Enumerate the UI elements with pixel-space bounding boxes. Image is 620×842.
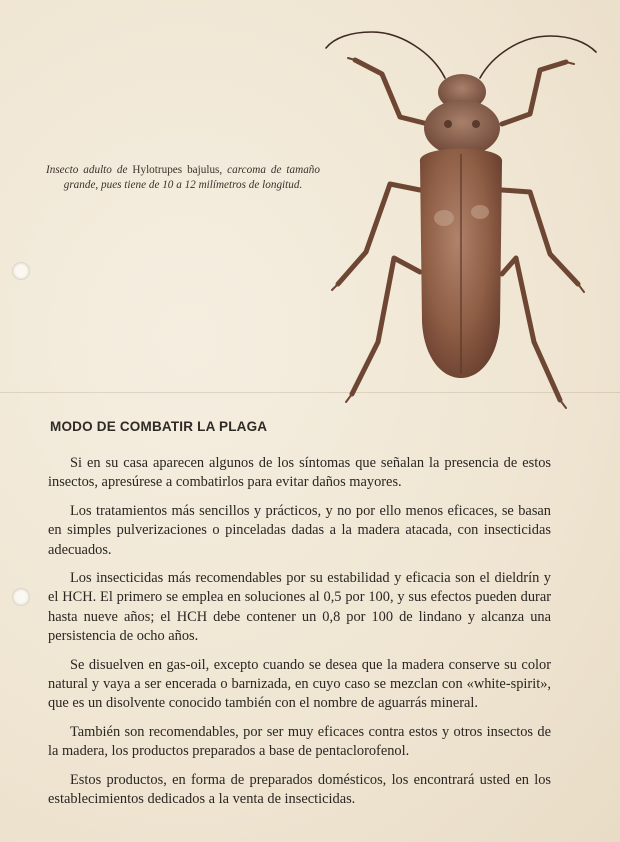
pronotum-spot-left — [444, 120, 452, 128]
elytra-patch-left — [434, 210, 454, 226]
section-heading: MODO DE COMBATIR LA PLAGA — [50, 419, 268, 434]
left-antenna-path — [326, 32, 445, 78]
paragraph: Estos productos, en forma de preparados domésticos, los encontrará usted en los establecimientos dedicados a la venta de insecticidas. — [48, 771, 551, 808]
section-body — [48, 454, 551, 819]
right-middle-leg — [502, 190, 578, 284]
paragraph: Los tratamientos más sencillos y prácticos, y no por ello menos eficaces, se basan en simples pulverizaciones o pinceladas dadas a la madera atacada, con insecticidas adecuados. — [48, 502, 551, 558]
left-front-leg — [355, 60, 428, 124]
elytra-patch-right — [471, 205, 489, 219]
pronotum-spot-right — [472, 120, 480, 128]
right-front-leg — [502, 62, 566, 124]
antennae — [326, 32, 596, 78]
beetle-pronotum — [424, 100, 500, 156]
punch-hole-lower — [12, 588, 30, 606]
caption-species: Hylotrupes bajulus — [132, 164, 220, 176]
figure-caption — [46, 163, 320, 193]
beetle-illustration — [320, 22, 620, 410]
left-hind-leg — [352, 258, 420, 394]
caption-rest: , carcoma de tamaño grande, pues tiene de 10 a 12 milímetros de longitud. — [63, 164, 320, 191]
paragraph: Si en su casa aparecen algunos de los síntomas que señalan la presencia de estos insectos, apresúrese a combatirlos para evitar daños mayores. — [48, 455, 551, 491]
punch-hole-upper — [12, 262, 30, 280]
left-middle-leg — [338, 184, 420, 284]
paragraph: Se disuelven en gas-oil, excepto cuando se desea que la madera conserve su color natural y vaya a ser encerada o barnizada, en cuyo caso se mezclan con «white-spirit», que es un disolvente conocido también con el nombre de aguarrás mineral. — [48, 656, 551, 712]
paragraph: También son recomendables, por ser muy eficaces contra estos y otros insectos de la madera, los productos preparados a base de pentaclorofenol. — [48, 723, 551, 760]
right-hind-leg — [502, 258, 560, 400]
paragraph: Los insecticidas más recomendables por su estabilidad y eficacia son el dieldrín y el HCH. El primero se emplea en soluciones al 0,5 por 100, y sus efectos pueden durar hasta nueve años; el HCH debe contener un 0,8 por 100 de lindano y alcanza una persistencia de ocho años. — [48, 570, 551, 645]
caption-lead: Insecto adulto de — [46, 164, 133, 176]
